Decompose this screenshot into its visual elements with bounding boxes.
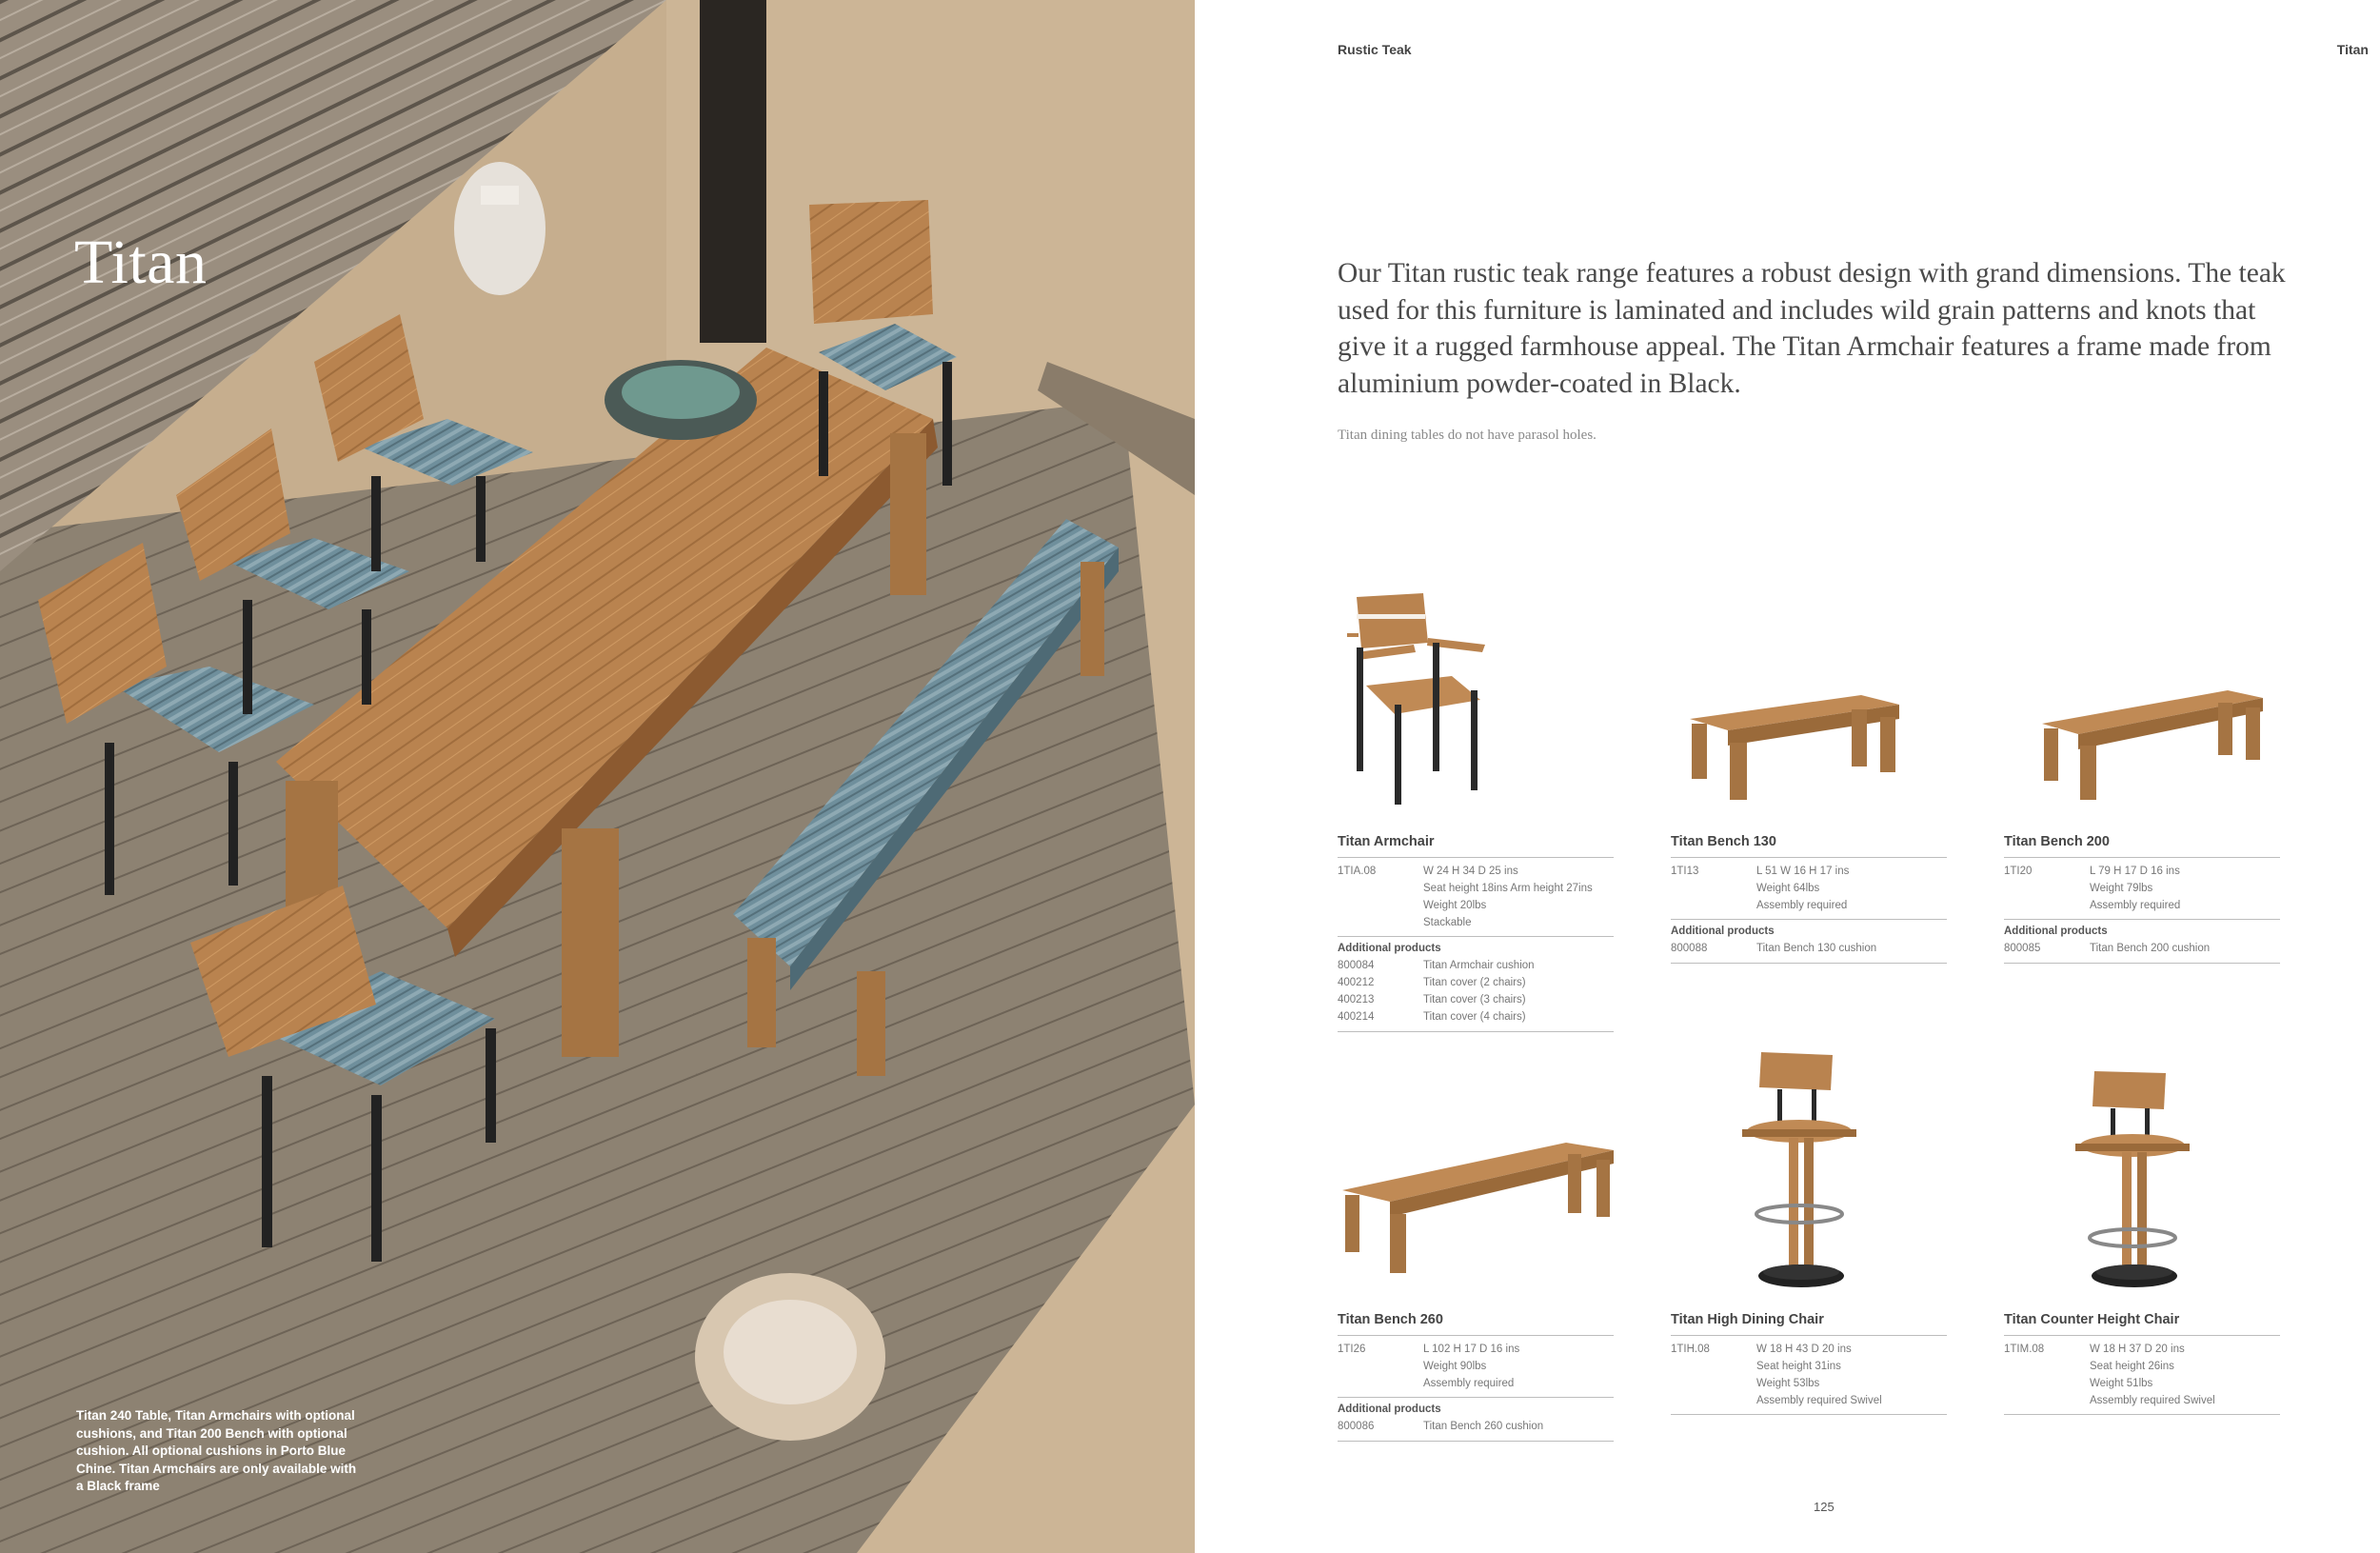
range-header: Titan — [2336, 42, 2369, 57]
additional-code: 400213 — [1338, 994, 1375, 1005]
armchair-illustration — [1338, 586, 1614, 814]
divider — [1338, 1335, 1614, 1336]
spec-line: Weight 20lbs — [1423, 900, 1487, 911]
divider — [1671, 1335, 1947, 1336]
counter-height-chair-illustration — [2004, 1062, 2280, 1295]
product-image — [1338, 1066, 1614, 1295]
additional-code: 800086 — [1338, 1421, 1375, 1432]
product-name: Titan Bench 200 — [2004, 834, 2110, 849]
parasol-note: Titan dining tables do not have parasol holes. — [1338, 428, 1597, 443]
product-specs — [1338, 863, 1614, 931]
product-code: 1TI13 — [1671, 866, 1699, 877]
page-number: 125 — [1814, 1500, 1835, 1514]
spec-line: Stackable — [1423, 917, 1472, 928]
divider — [1338, 936, 1614, 937]
spec-line: Seat height 31ins — [1756, 1361, 1841, 1372]
additional-products-heading: Additional products — [1338, 1404, 1441, 1415]
additional-code: 800088 — [1671, 943, 1708, 954]
divider — [1671, 919, 1947, 920]
range-title: Titan — [74, 228, 208, 297]
additional-desc: Titan cover (4 chairs) — [1423, 1011, 1526, 1023]
additional-code: 400214 — [1338, 1011, 1375, 1023]
spec-line: L 79 H 17 D 16 ins — [2090, 866, 2180, 877]
bench-200-illustration — [2004, 586, 2280, 814]
divider — [1338, 1441, 1614, 1442]
high-dining-chair-illustration — [1671, 1047, 1947, 1295]
spec-line: Assembly required Swivel — [2090, 1395, 2215, 1406]
divider — [1338, 1397, 1614, 1398]
spec-line: Weight 53lbs — [1756, 1378, 1820, 1389]
product-specs — [1671, 1341, 1947, 1409]
additional-code: 800085 — [2004, 943, 2041, 954]
spec-line: Seat height 18ins Arm height 27ins — [1423, 883, 1593, 894]
divider — [2004, 1414, 2280, 1415]
product-name: Titan Counter Height Chair — [2004, 1312, 2180, 1327]
section-header: Rustic Teak — [1338, 42, 1412, 57]
product-specs — [2004, 863, 2280, 916]
product-code: 1TIA.08 — [1338, 866, 1377, 877]
product-image — [1671, 1047, 1947, 1295]
product-image — [1338, 586, 1614, 814]
additional-desc: Titan cover (2 chairs) — [1423, 977, 1526, 988]
product-name: Titan Bench 260 — [1338, 1312, 1443, 1327]
spec-line: W 18 H 43 D 20 ins — [1756, 1344, 1852, 1355]
product-name: Titan High Dining Chair — [1671, 1312, 1824, 1327]
photo-caption: Titan 240 Table, Titan Armchairs with optional cushions, and Titan 200 Bench with optional cushion. All optional cushions in Porto Blue Chine. Titan Armchairs are only available with a Black frame — [76, 1408, 357, 1493]
bench-260-illustration — [1338, 1066, 1614, 1295]
divider — [2004, 1335, 2280, 1336]
additional-code: 400212 — [1338, 977, 1375, 988]
additional-desc: Titan Bench 130 cushion — [1756, 943, 1877, 954]
product-image — [2004, 586, 2280, 814]
additional-desc: Titan Bench 260 cushion — [1423, 1421, 1544, 1432]
spec-line: Weight 64lbs — [1756, 883, 1820, 894]
product-specs — [1338, 1341, 1614, 1394]
spec-line: Assembly required — [1423, 1378, 1515, 1389]
spec-line: L 102 H 17 D 16 ins — [1423, 1344, 1520, 1355]
spec-line: Weight 51lbs — [2090, 1378, 2153, 1389]
divider — [1671, 963, 1947, 964]
divider — [1671, 857, 1947, 858]
product-code: 1TI26 — [1338, 1344, 1366, 1355]
product-image — [1671, 586, 1947, 814]
divider — [1338, 857, 1614, 858]
spec-line: Assembly required — [2090, 900, 2181, 911]
intro-paragraph: Our Titan rustic teak range features a robust design with grand dimensions. The teak used for this furniture is laminated and includes wild grain patterns and knots that give it a rugged farmhouse appeal. The Titan Armchair features a frame made from aluminium powder-coated in Black. — [1338, 258, 2286, 399]
spec-line: W 18 H 37 D 20 ins — [2090, 1344, 2185, 1355]
product-specs — [1671, 863, 1947, 916]
additional-desc: Titan Armchair cushion — [1423, 960, 1535, 971]
divider — [2004, 857, 2280, 858]
product-image — [2004, 1062, 2280, 1295]
product-specs — [2004, 1341, 2280, 1409]
product-name: Titan Bench 130 — [1671, 834, 1776, 849]
divider — [1338, 1031, 1614, 1032]
bench-130-illustration — [1671, 586, 1947, 814]
spec-line: Weight 79lbs — [2090, 883, 2153, 894]
additional-products-heading: Additional products — [1338, 943, 1441, 954]
additional-desc: Titan Bench 200 cushion — [2090, 943, 2211, 954]
divider — [2004, 919, 2280, 920]
spec-line: Seat height 26ins — [2090, 1361, 2174, 1372]
spec-line: Assembly required Swivel — [1756, 1395, 1882, 1406]
spec-line: L 51 W 16 H 17 ins — [1756, 866, 1850, 877]
divider — [2004, 963, 2280, 964]
catalog-page — [1195, 0, 2380, 1553]
additional-desc: Titan cover (3 chairs) — [1423, 994, 1526, 1005]
product-name: Titan Armchair — [1338, 834, 1435, 849]
divider — [1671, 1414, 1947, 1415]
product-code: 1TIM.08 — [2004, 1344, 2045, 1355]
product-code: 1TI20 — [2004, 866, 2033, 877]
spec-line: W 24 H 34 D 25 ins — [1423, 866, 1518, 877]
product-code: 1TIH.08 — [1671, 1344, 1710, 1355]
additional-code: 800084 — [1338, 960, 1375, 971]
spec-line: Weight 90lbs — [1423, 1361, 1487, 1372]
additional-products-heading: Additional products — [1671, 926, 1775, 937]
spec-line: Assembly required — [1756, 900, 1848, 911]
additional-products-heading: Additional products — [2004, 926, 2108, 937]
